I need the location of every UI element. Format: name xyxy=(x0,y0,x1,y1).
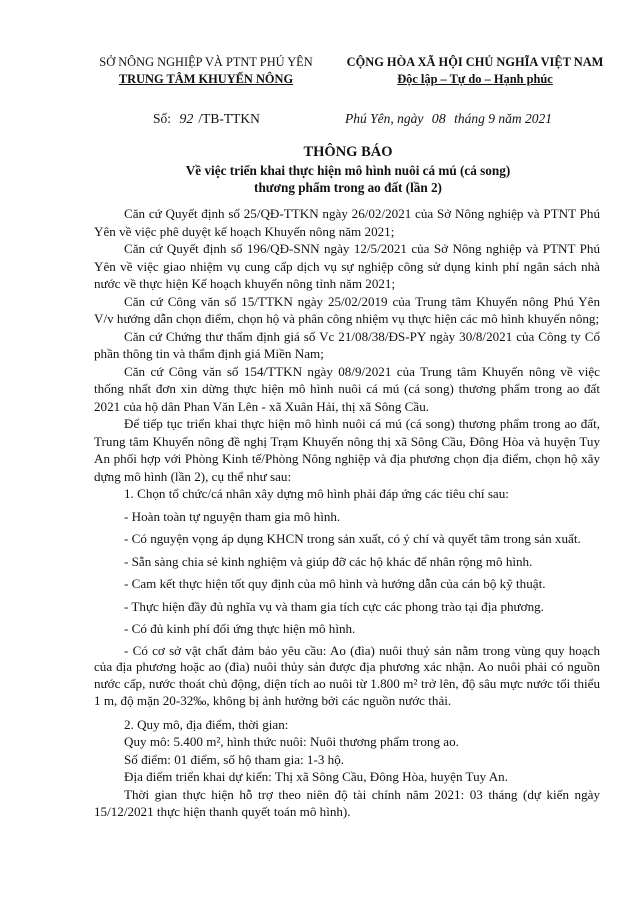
title-heading: THÔNG BÁO xyxy=(303,144,393,160)
paragraph: Để tiếp tục triển khai thực hiện mô hình nuôi cá mú (cá song) thương phẩm trong ao đất, Trung tâm Khuyến nông đề nghị Trạm Khuyến nông thị xã Sông Cầu, Đông Hòa và huyện Tuy An phối hợp với Phòng Kinh tế/Phòng Nông nghiệp và địa phương chọn địa điểm, chọn hộ xây dựng mô hình (lần 2), cụ thể như sau: xyxy=(94,416,600,484)
title-subtitle-line2: thương phẩm trong ao đất (lần 2) xyxy=(254,180,442,195)
criteria-item: - Cam kết thực hiện tốt quy định của mô hình và hướng dẫn của cán bộ kỹ thuật. xyxy=(124,576,546,591)
paragraph: Căn cứ Quyết định số 196/QĐ-SNN ngày 12/5/2021 của Sở Nông nghiệp và PTNT Phú Yên về việc giao nhiệm vụ cung cấp dịch vụ sự nghiệp công sử dụng kinh phí ngân sách nhà nước về thực hiện Kế hoạch khuyến nông tỉnh năm 2021; xyxy=(94,241,600,291)
title-subtitle-line1: Về việc triển khai thực hiện mô hình nuôi cá mú (cá song) xyxy=(185,163,511,178)
paragraph: Căn cứ Công văn số 15/TTKN ngày 25/02/2019 của Trung tâm Khuyến nông Phú Yên V/v hướng dẫn chọn điểm, chọn hộ và phân công nhiệm vụ thực hiện các mô hình khuyến nông; xyxy=(94,293,600,326)
criteria-item: - Có cơ sở vật chất đảm bảo yêu cầu: Ao (đìa) nuôi thuỷ sản nằm trong vùng quy hoạch của địa phương hoặc ao (đìa) nuôi thủy sản được địa phương xác nhận. Ao nuôi phải có nguồn nước cấp, nước thoát chủ động, diện tích ao nuôi từ 1.800 m² trở lên, độ sâu mực nước tối thiểu 1 m, độ mặn 20-32‰, không bị ảnh hưởng bởi các nguồn nước thải. xyxy=(94,642,600,708)
doc-number-suffix: /TB-TTKN xyxy=(198,111,260,126)
national-motto-text: Độc lập – Tự do – Hạnh phúc xyxy=(397,72,553,86)
criteria-item: - Có nguyện vọng áp dụng KHCN trong sản xuất, có ý chí và quyết tâm trong sản xuất. xyxy=(124,531,581,546)
scale-line: Quy mô: 5.400 m², hình thức nuôi: Nuôi thương phẩm trong ao. xyxy=(124,734,459,750)
criteria-item: - Thực hiện đầy đủ nghĩa vụ và tham gia tích cực các phong trào tại địa phương. xyxy=(124,598,544,614)
national-motto xyxy=(325,71,625,88)
timeline-line: Thời gian thực hiện hỗ trợ theo niên độ tài chính năm 2021: 03 tháng (dự kiến ngày 15/12/2021 thực hiện thanh quyết toán mô hình). xyxy=(94,786,600,820)
document-title xyxy=(96,143,600,196)
doc-number-prefix: Số: xyxy=(153,111,172,126)
document-body xyxy=(94,205,600,821)
national-title: CỘNG HÒA XÃ HỘI CHỦ NGHĨA VIỆT NAM xyxy=(346,55,604,69)
criteria-item: - Sẵn sàng chia sẻ kinh nghiệm và giúp đỡ các hộ khác để nhân rộng mô hình. xyxy=(124,553,533,569)
doc-number-value: 92 xyxy=(179,112,194,127)
location-line: Địa điểm triển khai dự kiến: Thị xã Sông Cầu, Đông Hòa, huyện Tuy An. xyxy=(124,769,509,785)
document-date xyxy=(345,111,552,128)
date-prefix: Phú Yên, ngày xyxy=(345,111,424,126)
paragraph: Căn cứ Chứng thư thẩm định giá số Vc 21/08/38/ĐS-PY ngày 30/8/2021 của Công ty Cổ phần thông tin và thẩm định giá Miền Nam; xyxy=(94,328,600,361)
ministry-name: SỞ NÔNG NGHIỆP VÀ PTNT PHÚ YÊN xyxy=(99,55,313,69)
criteria-item: - Có đủ kinh phí đối ứng thực hiện mô hình. xyxy=(124,621,356,636)
national-header xyxy=(325,54,625,88)
criteria-item: - Hoàn toàn tự nguyện tham gia mô hình. xyxy=(124,508,341,524)
date-suffix: tháng 9 năm 2021 xyxy=(454,111,552,126)
agency-header xyxy=(96,54,316,88)
paragraph: Căn cứ Công văn số 154/TTKN ngày 08/9/2021 của Trung tâm Khuyến nông về việc thống nhất đơn xin dừng thực hiện mô hình nuôi cá mú (cá song) thương phẩm trong ao đất 2021 của hộ dân Phan Văn Lên - xã Xuân Hải, thị xã Sông Cầu. xyxy=(94,363,600,414)
center-name xyxy=(96,71,316,88)
document-number xyxy=(153,111,260,128)
paragraph: Căn cứ Quyết định số 25/QĐ-TTKN ngày 26/02/2021 của Sở Nông nghiệp và PTNT Phú Yên về việc phê duyệt kế hoạch Khuyến nông năm 2021; xyxy=(94,206,600,239)
section-heading: 1. Chọn tổ chức/cá nhân xây dựng mô hình phải đáp ứng các tiêu chí sau: xyxy=(124,486,509,501)
section-heading: 2. Quy mô, địa điểm, thời gian: xyxy=(124,716,289,732)
date-day: 08 xyxy=(431,112,446,127)
center-name-text: TRUNG TÂM KHUYẾN NÔNG xyxy=(118,72,294,86)
points-line: Số điểm: 01 điểm, số hộ tham gia: 1-3 hộ. xyxy=(124,751,345,767)
